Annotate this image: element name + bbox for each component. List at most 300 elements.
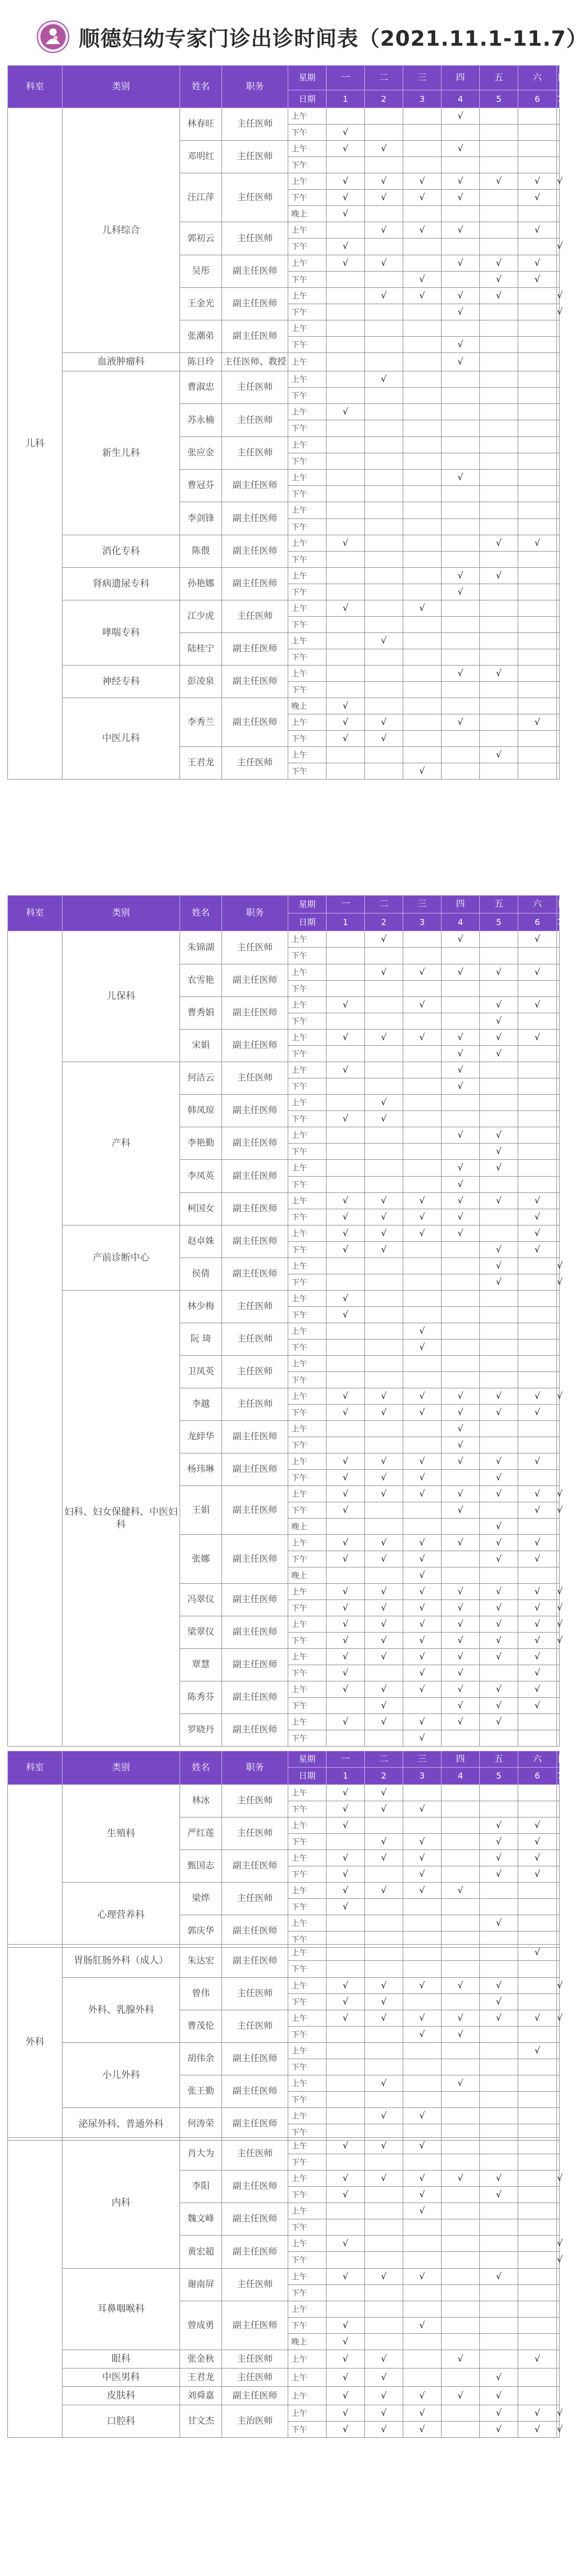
availability-check: √: [480, 1127, 518, 1144]
availability-empty: [403, 981, 442, 997]
availability-empty: [518, 2236, 557, 2252]
availability-empty: [403, 1519, 442, 1535]
availability-empty: [327, 2219, 365, 2236]
availability-empty: [557, 948, 560, 964]
doctor-title: 副主任医师: [222, 1193, 288, 1225]
availability-check: √: [403, 2187, 442, 2203]
availability-check: √: [518, 1486, 557, 1502]
availability-empty: [327, 1078, 365, 1095]
availability-empty: [442, 206, 480, 222]
availability-empty: [365, 584, 403, 600]
schedule-table: [7, 895, 566, 1747]
doctor-title: 副主任医师: [222, 470, 288, 502]
availability-check: √: [403, 2108, 442, 2124]
availability-check: √: [557, 1616, 560, 1633]
availability-empty: [327, 931, 365, 948]
availability-empty: [403, 1111, 442, 1127]
availability-check: √: [365, 222, 403, 238]
availability-empty: [327, 288, 365, 304]
availability-empty: [518, 1372, 557, 1388]
header-weekday: 五: [480, 66, 518, 90]
availability-empty: [442, 388, 480, 404]
availability-empty: [327, 453, 365, 470]
availability-check: √: [518, 1665, 557, 1681]
availability-check: √: [365, 1994, 403, 2010]
schedule-row: [8, 2405, 560, 2422]
time-slot: 下午: [288, 1046, 327, 1062]
availability-empty: [365, 1323, 403, 1339]
availability-empty: [327, 2043, 365, 2059]
availability-empty: [557, 1866, 560, 1883]
header-date: 7: [557, 90, 560, 108]
doctor-title: 主任医师: [222, 1291, 288, 1323]
category-cell: 产科: [62, 1062, 180, 1225]
availability-check: √: [442, 1978, 480, 1994]
availability-check: √: [480, 1144, 518, 1160]
availability-empty: [518, 649, 557, 666]
time-slot: 下午: [288, 453, 327, 470]
availability-check: √: [365, 1453, 403, 1470]
doctor-name: 胡伟余: [180, 2043, 222, 2075]
availability-check: √: [365, 190, 403, 206]
header-date: 2: [365, 90, 403, 108]
time-slot: 下午: [288, 1144, 327, 1160]
availability-check: √: [403, 1714, 442, 1730]
availability-empty: [327, 371, 365, 388]
availability-empty: [442, 486, 480, 502]
availability-empty: [518, 141, 557, 157]
category-cell: 外科、乳腺外科: [62, 1978, 180, 2043]
availability-empty: [442, 731, 480, 747]
doctor-name: 柯国女: [180, 1193, 222, 1225]
header-date: 3: [403, 90, 442, 108]
doctor-title: 主任医师: [222, 141, 288, 173]
doctor-title: 副主任医师: [222, 1160, 288, 1193]
availability-empty: [403, 519, 442, 535]
availability-check: √: [403, 1470, 442, 1486]
availability-empty: [518, 1095, 557, 1111]
availability-empty: [480, 157, 518, 173]
availability-check: √: [365, 1785, 403, 1801]
availability-empty: [518, 404, 557, 420]
time-slot: 上午: [288, 2138, 327, 2154]
availability-empty: [557, 2187, 560, 2203]
availability-empty: [557, 2043, 560, 2059]
availability-empty: [480, 320, 518, 337]
availability-check: √: [327, 1665, 365, 1681]
availability-empty: [403, 568, 442, 584]
availability-check: √: [403, 190, 442, 206]
availability-empty: [557, 649, 560, 666]
availability-check: √: [403, 1730, 442, 1747]
availability-empty: [557, 1193, 560, 1209]
time-slot: 上午: [288, 2170, 327, 2187]
doctor-name: 魏文峰: [180, 2203, 222, 2236]
availability-check: √: [365, 2138, 403, 2154]
availability-empty: [403, 437, 442, 453]
doctor-name: 汪江萍: [180, 173, 222, 222]
availability-empty: [480, 2108, 518, 2124]
availability-empty: [365, 2043, 403, 2059]
availability-empty: [365, 124, 403, 141]
availability-empty: [480, 124, 518, 141]
doctor-title: 副主任医师: [222, 1616, 288, 1649]
time-slot: 下午: [288, 1866, 327, 1883]
time-slot: 上午: [288, 2043, 327, 2059]
availability-check: √: [365, 2387, 403, 2405]
availability-empty: [442, 997, 480, 1013]
doctor-title: 主任医师: [222, 931, 288, 964]
schedule-row: [8, 698, 560, 714]
time-slot: 上午: [288, 1127, 327, 1144]
availability-empty: [518, 682, 557, 698]
time-slot: 上午: [288, 1453, 327, 1470]
availability-empty: [557, 1013, 560, 1030]
availability-check: √: [327, 141, 365, 157]
availability-empty: [518, 1144, 557, 1160]
availability-empty: [518, 238, 557, 255]
doctor-title: 副主任医师: [222, 1584, 288, 1616]
availability-empty: [365, 1127, 403, 1144]
availability-check: √: [365, 288, 403, 304]
doctor-name: 郭庆华: [180, 1915, 222, 1948]
header-name: 姓名: [180, 66, 222, 108]
availability-check: √: [442, 1665, 480, 1681]
availability-empty: [365, 1866, 403, 1883]
doctor-title: 主任医师: [222, 1323, 288, 1356]
header-weekday: 一: [327, 1751, 365, 1768]
doctor-name: 冯翠仪: [180, 1584, 222, 1616]
availability-empty: [442, 2154, 480, 2170]
availability-empty: [518, 698, 557, 714]
availability-empty: [365, 1307, 403, 1323]
availability-empty: [480, 404, 518, 420]
availability-empty: [518, 2187, 557, 2203]
availability-empty: [403, 1274, 442, 1291]
doctor-name: 江少虎: [180, 600, 222, 633]
availability-empty: [518, 1961, 557, 1978]
availability-empty: [365, 649, 403, 666]
availability-empty: [365, 997, 403, 1013]
schedule-row: [8, 2108, 560, 2124]
doctor-name: 严红莲: [180, 1817, 222, 1850]
availability-empty: [557, 1834, 560, 1850]
header-date: 4: [442, 90, 480, 108]
availability-empty: [518, 2369, 557, 2387]
availability-check: √: [365, 1470, 403, 1486]
availability-empty: [365, 682, 403, 698]
availability-empty: [557, 1307, 560, 1323]
availability-check: √: [403, 2138, 442, 2154]
availability-empty: [518, 2203, 557, 2219]
doctor-name: 郭初云: [180, 222, 222, 255]
time-slot: 下午: [288, 1551, 327, 1567]
availability-check: √: [442, 1535, 480, 1551]
availability-check: √: [480, 2187, 518, 2203]
availability-check: √: [442, 2350, 480, 2369]
availability-check: √: [557, 1502, 560, 1519]
availability-check: √: [327, 1714, 365, 1730]
time-slot: 上午: [288, 173, 327, 190]
availability-empty: [557, 1177, 560, 1193]
availability-check: √: [442, 1209, 480, 1225]
availability-empty: [557, 1062, 560, 1078]
availability-empty: [557, 2334, 560, 2350]
availability-check: √: [480, 1994, 518, 2010]
availability-empty: [403, 1899, 442, 1915]
availability-check: √: [365, 1978, 403, 1994]
availability-empty: [365, 2187, 403, 2203]
doctor-title: 副主任医师: [222, 633, 288, 666]
schedule-table: [7, 1944, 563, 2141]
availability-check: √: [557, 2010, 560, 2027]
availability-empty: [480, 1785, 518, 1801]
availability-empty: [557, 747, 560, 763]
availability-empty: [327, 420, 365, 437]
category-cell: 耳鼻咽喉科: [62, 2269, 180, 2350]
header-date: 5: [480, 90, 518, 108]
availability-empty: [442, 981, 480, 997]
availability-empty: [557, 1030, 560, 1046]
availability-empty: [327, 304, 365, 320]
availability-empty: [327, 1160, 365, 1177]
availability-empty: [403, 948, 442, 964]
doctor-name: 罗晓丹: [180, 1714, 222, 1747]
doctor-name: 阮 琦: [180, 1323, 222, 1356]
availability-check: √: [518, 1225, 557, 1242]
doctor-title: 主任医师: [222, 1356, 288, 1388]
availability-empty: [518, 1567, 557, 1584]
availability-check: √: [518, 1616, 557, 1633]
availability-empty: [557, 1339, 560, 1356]
availability-empty: [518, 1883, 557, 1899]
doctor-name: 李秀兰: [180, 698, 222, 747]
availability-empty: [480, 1372, 518, 1388]
availability-empty: [557, 698, 560, 714]
availability-empty: [442, 1258, 480, 1274]
availability-empty: [442, 633, 480, 649]
availability-empty: [442, 2203, 480, 2219]
doctor-name: 韩凤琼: [180, 1095, 222, 1127]
availability-check: √: [442, 141, 480, 157]
availability-empty: [365, 747, 403, 763]
availability-check: √: [518, 997, 557, 1013]
availability-empty: [480, 1801, 518, 1817]
availability-empty: [557, 714, 560, 731]
availability-check: √: [327, 1225, 365, 1242]
availability-empty: [518, 666, 557, 682]
header-dept: 科室: [8, 66, 62, 108]
availability-empty: [557, 2301, 560, 2318]
availability-empty: [442, 272, 480, 288]
availability-check: √: [480, 2422, 518, 2438]
availability-empty: [480, 1421, 518, 1437]
availability-check: √: [557, 1600, 560, 1616]
time-slot: 上午: [288, 222, 327, 238]
availability-check: √: [403, 1193, 442, 1209]
availability-empty: [365, 763, 403, 780]
availability-empty: [557, 1095, 560, 1111]
doctor-title: 副主任医师: [222, 1850, 288, 1883]
availability-check: √: [403, 964, 442, 981]
doctor-title: 副主任医师: [222, 2170, 288, 2203]
availability-empty: [442, 2318, 480, 2334]
availability-empty: [557, 763, 560, 780]
doctor-name: 邓明红: [180, 141, 222, 173]
availability-check: √: [403, 1616, 442, 1633]
availability-empty: [403, 320, 442, 337]
availability-empty: [518, 288, 557, 304]
availability-check: √: [518, 1698, 557, 1714]
availability-empty: [518, 1470, 557, 1486]
availability-check: √: [403, 2170, 442, 2187]
availability-empty: [403, 1258, 442, 1274]
availability-empty: [518, 1437, 557, 1453]
schedule-row: [8, 931, 560, 948]
availability-check: √: [327, 2269, 365, 2285]
availability-empty: [557, 388, 560, 404]
availability-empty: [557, 1323, 560, 1339]
availability-check: √: [480, 1258, 518, 1274]
availability-empty: [327, 1437, 365, 1453]
availability-empty: [365, 1437, 403, 1453]
availability-check: √: [403, 1323, 442, 1339]
availability-empty: [403, 584, 442, 600]
time-slot: 下午: [288, 1502, 327, 1519]
availability-empty: [518, 731, 557, 747]
availability-empty: [403, 649, 442, 666]
doctor-name: 彭凌泉: [180, 666, 222, 698]
time-slot: 下午: [288, 1931, 327, 1948]
availability-empty: [442, 2108, 480, 2124]
availability-empty: [518, 552, 557, 568]
availability-empty: [480, 1307, 518, 1323]
availability-check: √: [327, 1209, 365, 1225]
availability-check: √: [442, 1160, 480, 1177]
availability-empty: [518, 948, 557, 964]
availability-check: √: [480, 1013, 518, 1030]
time-slot: 下午: [288, 1209, 327, 1225]
availability-check: √: [403, 1681, 442, 1698]
schedule-row: [8, 2269, 560, 2285]
availability-empty: [518, 1323, 557, 1339]
doctor-name: 张应金: [180, 437, 222, 470]
availability-empty: [557, 404, 560, 420]
doctor-title: 主任医师: [222, 2350, 288, 2369]
availability-check: √: [518, 1535, 557, 1551]
availability-empty: [327, 633, 365, 649]
availability-check: √: [442, 1062, 480, 1078]
availability-empty: [442, 1339, 480, 1356]
department-cell: [8, 1785, 62, 1948]
availability-check: √: [518, 1649, 557, 1665]
availability-empty: [403, 2059, 442, 2075]
time-slot: 上午: [288, 1584, 327, 1600]
availability-check: √: [518, 2010, 557, 2027]
availability-check: √: [480, 997, 518, 1013]
availability-empty: [557, 964, 560, 981]
doctor-title: 主任医师: [222, 2369, 288, 2387]
availability-empty: [442, 763, 480, 780]
time-slot: 下午: [288, 1633, 327, 1649]
availability-check: √: [480, 2369, 518, 2387]
availability-empty: [403, 1945, 442, 1961]
doctor-name: 覃慧: [180, 1649, 222, 1681]
availability-check: √: [365, 1698, 403, 1714]
schedule-row: [8, 1945, 560, 1961]
doctor-title: 主任医师: [222, 1062, 288, 1095]
availability-check: √: [518, 1584, 557, 1600]
availability-empty: [557, 320, 560, 337]
availability-check: √: [327, 2334, 365, 2350]
availability-check: √: [480, 1649, 518, 1665]
availability-empty: [518, 2285, 557, 2301]
category-cell: 口腔科: [62, 2405, 180, 2438]
availability-empty: [403, 157, 442, 173]
availability-empty: [518, 2059, 557, 2075]
doctor-title: 主任医师: [222, 404, 288, 437]
availability-empty: [557, 1551, 560, 1567]
header-weekday: 四: [442, 896, 480, 913]
availability-check: √: [480, 1681, 518, 1698]
schedule-row: [8, 1291, 560, 1307]
availability-check: √: [442, 1616, 480, 1633]
time-slot: 下午: [288, 304, 327, 320]
availability-check: √: [480, 1470, 518, 1486]
availability-empty: [327, 552, 365, 568]
availability-empty: [403, 682, 442, 698]
availability-empty: [442, 1307, 480, 1323]
availability-empty: [403, 747, 442, 763]
availability-empty: [327, 649, 365, 666]
availability-empty: [365, 1730, 403, 1747]
availability-check: √: [442, 222, 480, 238]
doctor-name: 曾伟: [180, 1978, 222, 2010]
availability-check: √: [403, 2318, 442, 2334]
time-slot: 下午: [288, 1698, 327, 1714]
availability-empty: [327, 320, 365, 337]
doctor-title: 副主任医师: [222, 2075, 288, 2108]
header-weekday: 二: [365, 896, 403, 913]
availability-empty: [480, 238, 518, 255]
availability-empty: [480, 682, 518, 698]
availability-empty: [327, 2285, 365, 2301]
availability-empty: [518, 502, 557, 519]
time-slot: 下午: [288, 2124, 327, 2141]
availability-empty: [480, 1665, 518, 1681]
header-date: 7: [557, 1768, 560, 1785]
availability-check: √: [557, 173, 560, 190]
availability-empty: [365, 1502, 403, 1519]
doctor-name: 王君龙: [180, 2369, 222, 2387]
category-cell: 血液肿瘤科: [62, 353, 180, 371]
availability-empty: [403, 1421, 442, 1437]
schedule-row: [8, 1883, 560, 1899]
doctor-title: 副主任医师: [222, 1453, 288, 1486]
availability-empty: [557, 568, 560, 584]
availability-empty: [557, 437, 560, 453]
schedule-row: [8, 568, 560, 584]
availability-empty: [365, 1372, 403, 1388]
availability-empty: [403, 1144, 442, 1160]
availability-empty: [557, 1714, 560, 1730]
availability-check: √: [327, 190, 365, 206]
time-slot: 下午: [288, 948, 327, 964]
availability-check: √: [365, 731, 403, 747]
time-slot: 下午: [288, 1111, 327, 1127]
availability-empty: [518, 2252, 557, 2269]
time-slot: 上午: [288, 1681, 327, 1698]
